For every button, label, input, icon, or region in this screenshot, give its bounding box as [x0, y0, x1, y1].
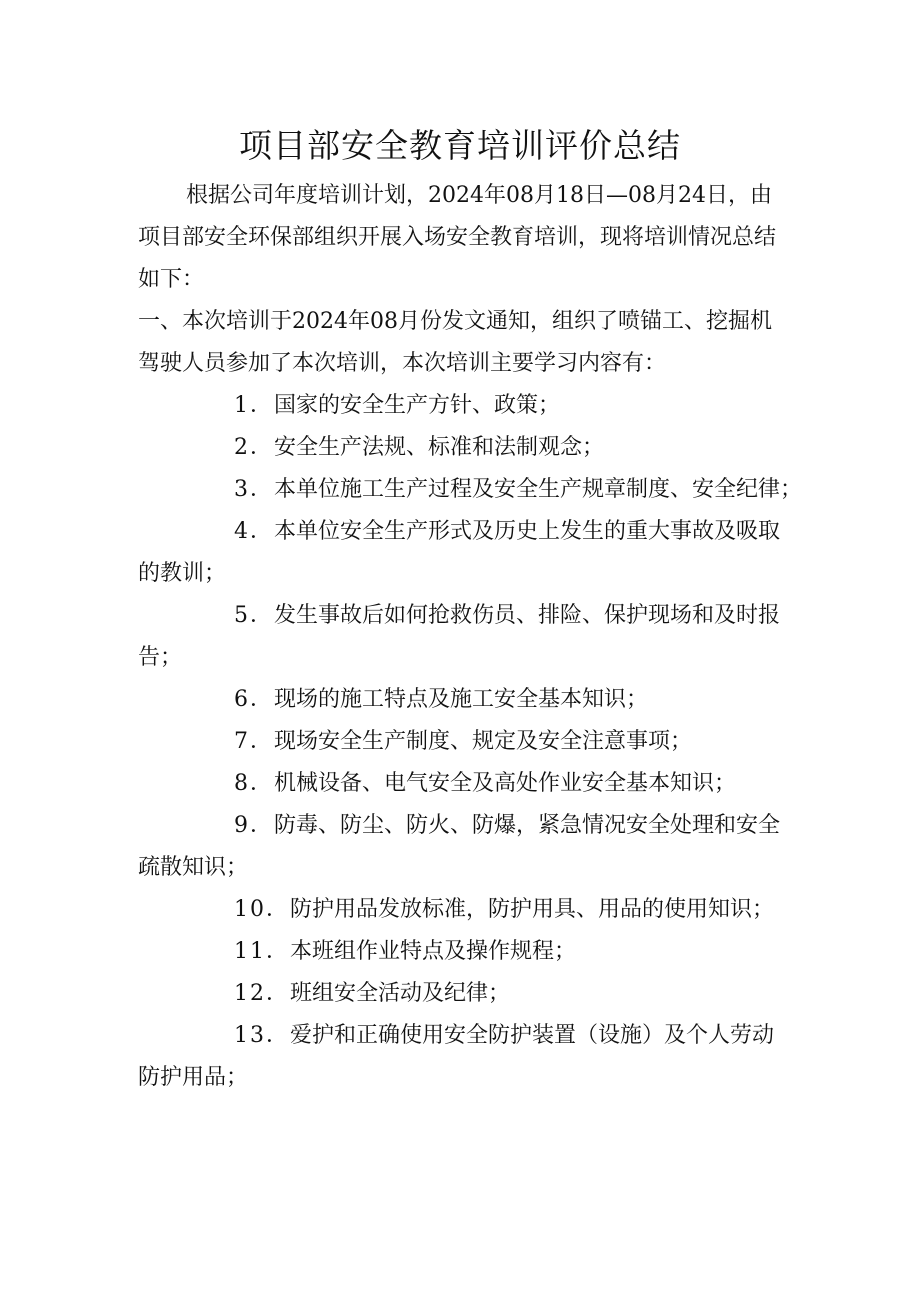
list-item — [138, 805, 790, 889]
list-item — [138, 511, 790, 595]
list-item — [138, 889, 790, 931]
list-item-text: 班组安全活动及纪律； — [290, 981, 511, 1006]
list-item — [138, 763, 790, 805]
list-item-number: 11． — [234, 939, 290, 964]
list-item-number: 13． — [234, 1023, 290, 1048]
list-item-number: 1． — [234, 393, 274, 418]
list-item-number: 4． — [234, 519, 274, 544]
document-title: 项目部安全教育培训评价总结 — [239, 126, 681, 165]
list-item-text: 现场的施工特点及施工安全基本知识； — [274, 687, 649, 712]
intro-paragraph: 根据公司年度培训计划，2024年08月18日—08月24日，由项目部安全环保部组织开展入场安全教育培训，现将培训情况总结如下： — [138, 183, 777, 292]
list-item-text: 爱护和正确使用安全防护装置（设施）及个人劳动防护用品； — [138, 1023, 775, 1090]
list-item-number: 5． — [234, 603, 274, 628]
list-item — [138, 973, 790, 1015]
list-item-text: 本班组作业特点及操作规程； — [290, 939, 577, 964]
list-item — [138, 679, 790, 721]
list-item — [138, 1015, 790, 1099]
list-item — [138, 721, 790, 763]
list-item-text: 防护用品发放标准，防护用具、用品的使用知识； — [290, 897, 775, 922]
list-item-number: 12． — [234, 981, 290, 1006]
list-item-number: 9． — [234, 813, 274, 838]
list-item-text: 本单位安全生产形式及历史上发生的重大事故及吸取的教训； — [138, 519, 781, 586]
list-item-text: 机械设备、电气安全及高处作业安全基本知识； — [274, 771, 737, 796]
list-item-number: 6． — [234, 687, 274, 712]
document-body — [138, 175, 803, 1099]
list-item-text: 防毒、防尘、防火、防爆，紧急情况安全处理和安全疏散知识； — [138, 813, 781, 880]
list-item-text: 现场安全生产制度、规定及安全注意事项； — [274, 729, 693, 754]
list-item — [138, 427, 790, 469]
list-item-number: 2． — [234, 435, 274, 460]
section-1-paragraph: 一、本次培训于2024年08月份发文通知，组织了喷锚工、挖掘机驾驶人员参加了本次培训，本次培训主要学习内容有： — [138, 309, 772, 376]
list-item-number: 7． — [234, 729, 274, 754]
list-item-text: 国家的安全生产方针、政策； — [274, 393, 561, 418]
list-item — [138, 469, 803, 511]
list-item-number: 3． — [234, 477, 274, 502]
list-item — [138, 385, 790, 427]
list-item-number: 8． — [234, 771, 274, 796]
list-item-text: 发生事故后如何抢救伤员、排险、保护现场和及时报告； — [138, 603, 781, 670]
list-item-text: 本单位施工生产过程及安全生产规章制度、安全纪律； — [274, 477, 803, 502]
list-item — [138, 595, 790, 679]
list-item-text: 安全生产法规、标准和法制观念； — [274, 435, 605, 460]
list-item — [138, 931, 790, 973]
list-item-number: 10． — [234, 897, 290, 922]
